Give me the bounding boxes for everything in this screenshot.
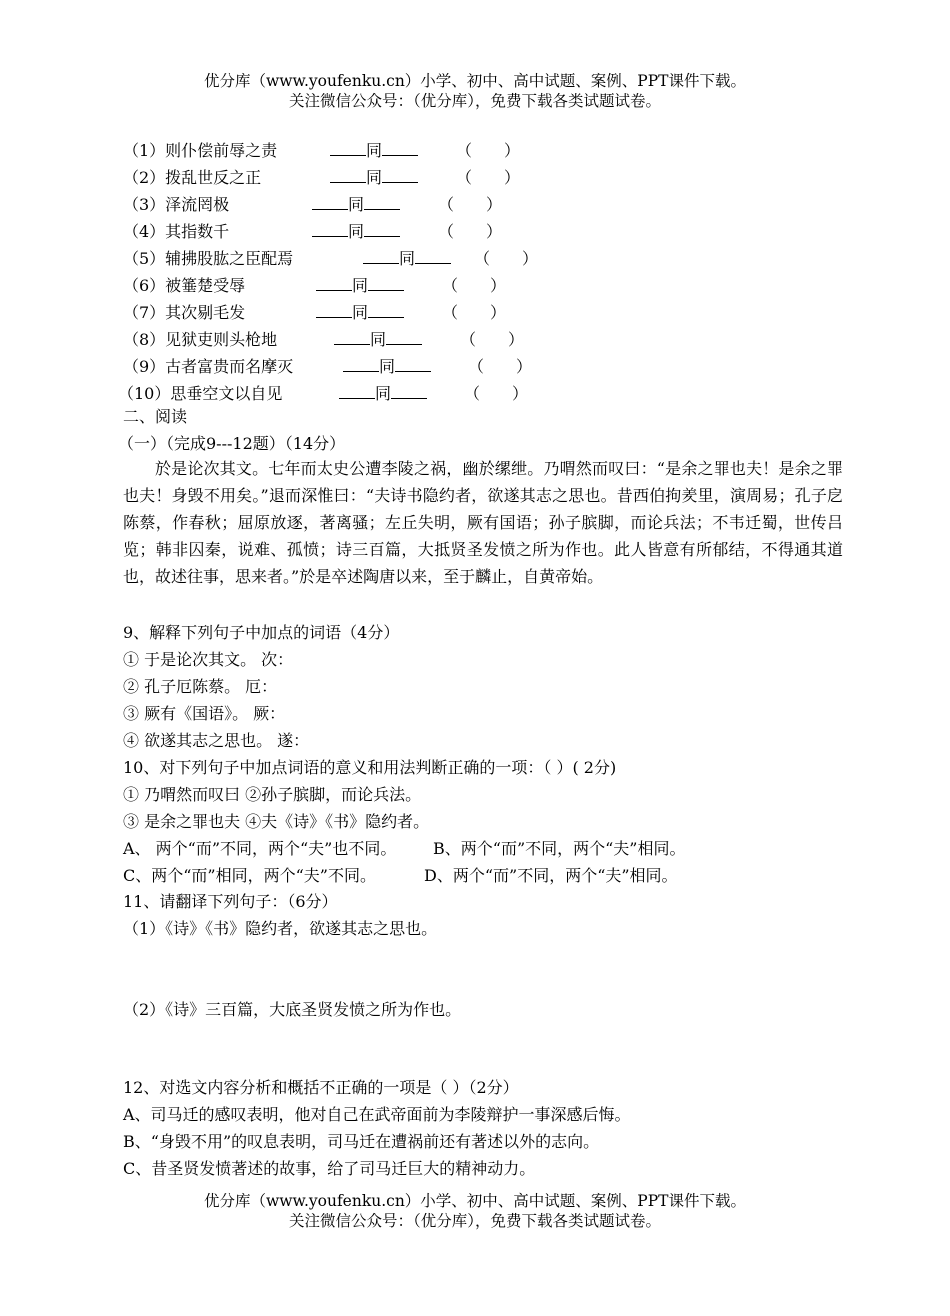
answer-parentheses[interactable]: （ ） — [464, 384, 529, 403]
answer-blank[interactable] — [330, 167, 366, 183]
same-as-word: 同 — [370, 330, 387, 349]
answer-parentheses[interactable]: （ ） — [442, 303, 507, 322]
answer-blank[interactable] — [364, 221, 400, 237]
answer-blank[interactable] — [339, 383, 375, 399]
answer-parentheses[interactable]: （ ） — [468, 357, 533, 376]
answer-blank[interactable] — [316, 302, 352, 318]
answer-blank[interactable] — [330, 140, 366, 156]
answer-blank[interactable] — [368, 302, 404, 318]
tongjia-label: （5）辅拂股肱之臣配焉 — [123, 249, 294, 268]
tongjia-label: （6）被箠楚受辱 — [123, 276, 246, 295]
tongjia-blanks[interactable] — [330, 138, 418, 161]
answer-blank[interactable] — [391, 383, 427, 399]
q9-title: 9、解释下列句子中加点的词语（4分） — [123, 623, 400, 642]
tongjia-blanks[interactable] — [330, 165, 418, 188]
same-as-word: 同 — [366, 168, 383, 187]
tongjia-blanks[interactable] — [339, 381, 427, 404]
same-as-word: 同 — [375, 384, 392, 403]
same-as-word: 同 — [352, 303, 369, 322]
tongjia-item — [123, 138, 723, 160]
tongjia-label: （2）拨乱世反之正 — [123, 168, 262, 187]
answer-blank[interactable] — [343, 356, 379, 372]
answer-parentheses[interactable]: （ ） — [438, 195, 503, 214]
tongjia-item — [118, 381, 718, 403]
q9-item: ③ 厥有《国语》。 厥： — [123, 704, 286, 723]
same-as-word: 同 — [379, 357, 396, 376]
q12-option-a: A、司马迁的感叹表明，他对自己在武帝面前为李陵辩护一事深感后悔。 — [123, 1105, 631, 1124]
header-line-1: 优分库（www.youfenku.cn）小学、初中、高中试题、案例、PPT课件下载。 — [203, 72, 747, 90]
tongjia-blanks[interactable] — [363, 246, 451, 269]
answer-blank[interactable] — [415, 248, 451, 264]
q11-sentence-2: （2）《诗》三百篇，大底圣贤发愤之所为作也。 — [123, 1000, 462, 1019]
answer-blank[interactable] — [312, 194, 348, 210]
footer-line-2: 关注微信公众号：（优分库），免费下载各类试题试卷。 — [288, 1212, 661, 1230]
answer-parentheses[interactable]: （ ） — [438, 222, 503, 241]
answer-blank[interactable] — [316, 275, 352, 291]
same-as-word: 同 — [399, 249, 416, 268]
answer-parentheses[interactable]: （ ） — [442, 276, 507, 295]
tongjia-item — [123, 165, 723, 187]
answer-parentheses[interactable]: （ ） — [474, 249, 539, 268]
tongjia-item — [123, 246, 723, 268]
answer-blank[interactable] — [364, 194, 400, 210]
header-line-2: 关注微信公众号：（优分库），免费下载各类试题试卷。 — [288, 92, 661, 110]
tongjia-blanks[interactable] — [312, 219, 400, 242]
same-as-word: 同 — [366, 141, 383, 160]
q10-option-a: A、 两个“而”不同，两个“夫”也不同。 — [123, 839, 397, 858]
q10-sentences-2: ③ 是余之罪也夫 ④夫《诗》《书》隐约者。 — [123, 812, 430, 831]
answer-parentheses[interactable]: （ ） — [456, 141, 521, 160]
tongjia-label: （1）则仆偿前辱之责 — [123, 141, 278, 160]
tongjia-item — [123, 300, 723, 322]
page-header — [0, 71, 950, 111]
answer-parentheses[interactable]: （ ） — [456, 168, 521, 187]
same-as-word: 同 — [348, 195, 365, 214]
tongjia-label: （3）泽流罔极 — [123, 195, 230, 214]
answer-blank[interactable] — [382, 167, 418, 183]
q12-title: 12、对选文内容分析和概括不正确的一项是（ ）（2分） — [123, 1078, 519, 1097]
answer-parentheses[interactable]: （ ） — [460, 330, 525, 349]
q11-sentence-1: （1）《诗》《书》隐约者，欲遂其志之思也。 — [123, 919, 438, 938]
tongjia-blanks[interactable] — [343, 354, 431, 377]
answer-blank[interactable] — [368, 275, 404, 291]
passage: 於是论次其文。七年而太史公遭李陵之祸，幽於缧绁。乃喟然而叹曰：“是余之罪也夫！是余之罪也夫！身毁不用矣。”退而深惟曰：“夫诗书隐约者，欲遂其志之思也。昔西伯拘羑里，演周易；孔子戹陈蔡，作春秋；屈原放逐，著离骚；左丘失明，厥有国语；孙子膑脚，而论兵法；不韦迁蜀，世传吕览；韩非囚秦，说难、孤愤；诗三百篇，大抵贤圣发愤之所为作也。此人皆意有所郁结，不得通其道也，故述往事，思来者。”於是卒述陶唐以来，至于麟止，自黄帝始。 — [123, 459, 843, 586]
tongjia-blanks[interactable] — [334, 327, 422, 350]
tongjia-blanks[interactable] — [316, 300, 404, 323]
q10-title: 10、对下列句子中加点词语的意义和用法判断正确的一项：（ ）( 2分) — [123, 758, 617, 777]
answer-blank[interactable] — [363, 248, 399, 264]
answer-blank[interactable] — [395, 356, 431, 372]
part-title: （一）（完成9---12题）（14分） — [118, 434, 346, 453]
section-title: 二、阅读 — [123, 407, 188, 426]
tongjia-item — [123, 273, 723, 295]
tongjia-label: （4）其指数千 — [123, 222, 230, 241]
answer-blank[interactable] — [334, 329, 370, 345]
q10-option-b: B、两个“而”不同，两个“夫”相同。 — [433, 839, 686, 858]
same-as-word: 同 — [352, 276, 369, 295]
q9-item: ① 于是论次其文。 次： — [123, 650, 294, 669]
tongjia-item — [123, 192, 723, 214]
q10-option-d: D、两个“而”不同，两个“夫”相同。 — [424, 866, 678, 885]
tongjia-label: （8）见狱吏则头枪地 — [123, 330, 278, 349]
q9-item: ② 孔子厄陈蔡。 厄： — [123, 677, 278, 696]
answer-blank[interactable] — [312, 221, 348, 237]
q10-sentences-1: ① 乃喟然而叹曰 ②孙子膑脚，而论兵法。 — [123, 785, 422, 804]
tongjia-item — [123, 327, 723, 349]
answer-blank[interactable] — [386, 329, 422, 345]
tongjia-blanks[interactable] — [316, 273, 404, 296]
q11-title: 11、请翻译下列句子：（6分） — [123, 892, 338, 911]
q12-option-b: B、“身毁不用”的叹息表明，司马迁在遭祸前还有著述以外的志向。 — [123, 1132, 600, 1151]
page-footer — [0, 1191, 950, 1231]
tongjia-item — [123, 219, 723, 241]
footer-line-1: 优分库（www.youfenku.cn）小学、初中、高中试题、案例、PPT课件下载。 — [203, 1192, 747, 1210]
tongjia-label: （10）思垂空文以自见 — [118, 384, 283, 403]
tongjia-label: （9）古者富贵而名摩灭 — [123, 357, 294, 376]
q9-item: ④ 欲遂其志之思也。 遂： — [123, 731, 310, 750]
tongjia-label: （7）其次剔毛发 — [123, 303, 246, 322]
tongjia-blanks[interactable] — [312, 192, 400, 215]
answer-blank[interactable] — [382, 140, 418, 156]
q12-option-c: C、昔圣贤发愤著述的故事，给了司马迁巨大的精神动力。 — [123, 1159, 536, 1178]
tongjia-item — [123, 354, 723, 376]
same-as-word: 同 — [348, 222, 365, 241]
q10-option-c: C、两个“而”相同，两个“夫”不同。 — [123, 866, 376, 885]
